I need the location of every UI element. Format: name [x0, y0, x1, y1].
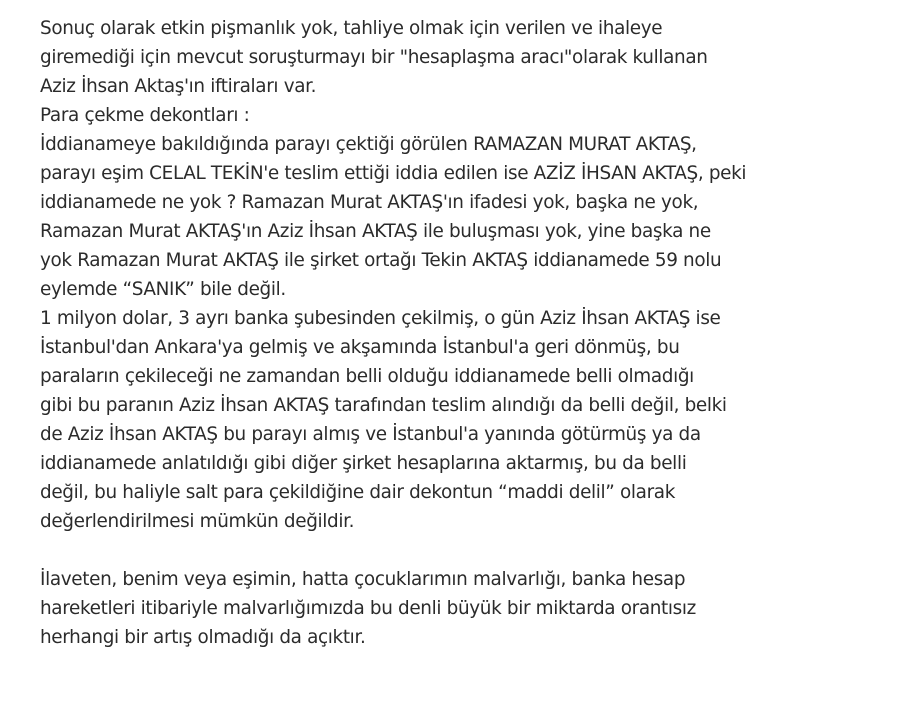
section-heading: Para çekme dekontları : — [40, 105, 250, 126]
text-line: paraların çekileceği ne zamandan belli olduğu iddianamede belli olmadığı — [40, 366, 694, 387]
text-line: İlaveten, benim veya eşimin, hatta çocuklarımın malvarlığı, banka hesap — [40, 569, 686, 590]
text-line: eylemde “SANIK” bile değil. — [40, 279, 286, 300]
text-line: herhangi bir artış olmadığı da açıktır. — [40, 627, 366, 648]
text-line: de Aziz İhsan AKTAŞ bu parayı almış ve İstanbul'a yanında götürmüş ya da — [40, 424, 701, 445]
text-line: değil, bu haliyle salt para çekildiğine dair dekontun “maddi delil” olarak — [40, 482, 675, 503]
text-line: 1 milyon dolar, 3 ayrı banka şubesinden çekilmiş, o gün Aziz İhsan AKTAŞ ise — [40, 308, 721, 329]
text-line: İstanbul'dan Ankara'ya gelmiş ve akşamında İstanbul'a geri dönmüş, bu — [40, 337, 680, 358]
text-line: Ramazan Murat AKTAŞ'ın Aziz İhsan AKTAŞ ile buluşması yok, yine başka ne — [40, 221, 711, 242]
text-line: Aziz İhsan Aktaş'ın iftiraları var. — [40, 76, 317, 97]
statement-text — [40, 14, 880, 652]
text-line: parayı eşim CELAL TEKİN'e teslim ettiği iddia edilen ise AZİZ İHSAN AKTAŞ, peki — [40, 163, 747, 184]
text-line: Sonuç olarak etkin pişmanlık yok, tahliye olmak için verilen ve ihaleye — [40, 18, 663, 39]
text-line: iddianamede ne yok ? Ramazan Murat AKTAŞ'ın ifadesi yok, başka ne yok, — [40, 192, 699, 213]
text-line: iddianamede anlatıldığı gibi diğer şirket hesaplarına aktarmış, bu da belli — [40, 453, 687, 474]
text-line: gibi bu paranın Aziz İhsan AKTAŞ tarafından teslim alındığı da belli değil, belki — [40, 395, 727, 416]
text-line: İddianameye bakıldığında parayı çektiği görülen RAMAZAN MURAT AKTAŞ, — [40, 134, 697, 155]
text-line: giremediği için mevcut soruşturmayı bir "hesaplaşma aracı"olarak kullanan — [40, 47, 708, 68]
text-line: hareketleri itibariyle malvarlığımızda bu denli büyük bir miktarda orantısız — [40, 598, 696, 619]
text-line: yok Ramazan Murat AKTAŞ ile şirket ortağı Tekin AKTAŞ iddianamede 59 nolu — [40, 250, 722, 271]
text-line: değerlendirilmesi mümkün değildir. — [40, 511, 355, 532]
paragraph-gap — [40, 536, 880, 565]
